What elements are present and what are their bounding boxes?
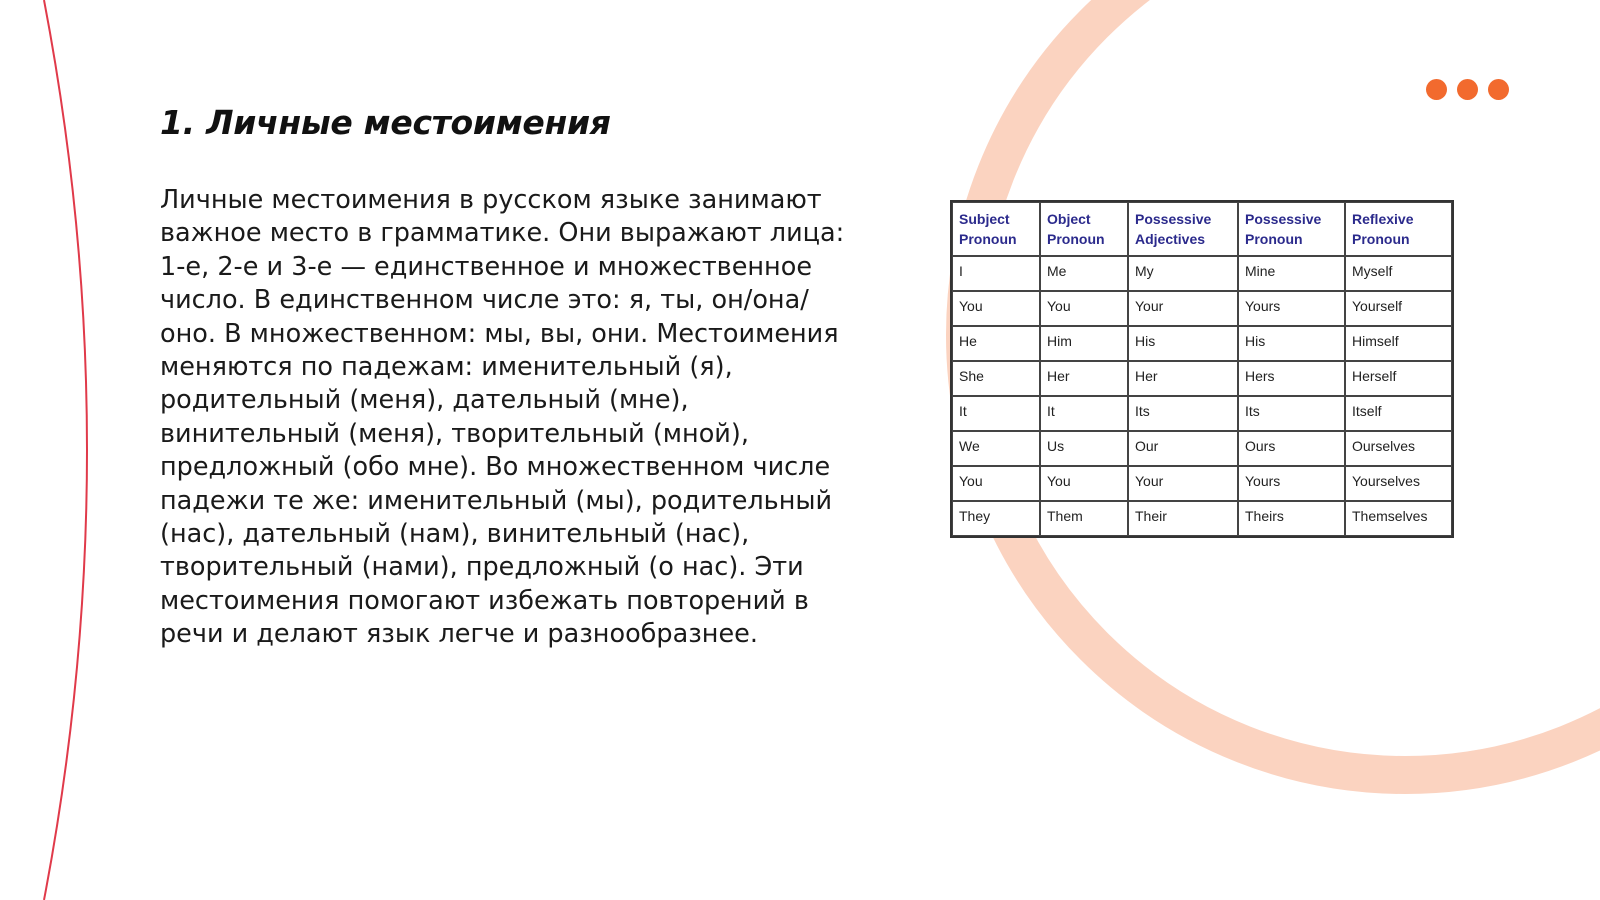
table-row	[952, 291, 1452, 326]
table-row	[952, 501, 1452, 536]
table-cell: You	[1040, 291, 1128, 326]
table-cell: You	[952, 466, 1040, 501]
table-cell: Your	[1128, 291, 1238, 326]
table-cell: I	[952, 256, 1040, 291]
table-cell: Yours	[1238, 466, 1345, 501]
table-cell: It	[952, 396, 1040, 431]
slide-body-text: Личные местоимения в русском языке занимают важное место в грамматике. Они выражают лица: 1-е, 2-е и 3-е — единственное и множественное число. В единственном числе это: я, ты, он/она/оно. В множественном: мы, вы, они. Местоимения меняются по падежам: именительный (я), родительный (меня), дательный (мне), винительный (меня), творительный (мной), предложный (обо мне). Во множественном числе падежи те же: именительный (мы), родительный (нас), дательный (нам), винительный (нас), творительный (нами), предложный (о нас). Эти местоимения помогают избежать повторений в речи и делают язык легче и разнообразнее.	[160, 185, 845, 650]
table-cell: His	[1128, 326, 1238, 361]
table-cell: Yours	[1238, 291, 1345, 326]
table-cell: Me	[1040, 256, 1128, 291]
table-cell: You	[1040, 466, 1128, 501]
table-row	[952, 326, 1452, 361]
table-cell: Herself	[1345, 361, 1452, 396]
table-cell: Ours	[1238, 431, 1345, 466]
table-cell: You	[952, 291, 1040, 326]
table-cell: She	[952, 361, 1040, 396]
table-cell: He	[952, 326, 1040, 361]
table-cell: Myself	[1345, 256, 1452, 291]
table-cell: Hers	[1238, 361, 1345, 396]
decorative-left-curve	[44, 0, 87, 900]
table-cell: Its	[1238, 396, 1345, 431]
table-cell: Your	[1128, 466, 1238, 501]
table-cell: Its	[1128, 396, 1238, 431]
header-possessive-pronoun: Possessive Pronoun	[1238, 202, 1345, 256]
table-cell: Theirs	[1238, 501, 1345, 536]
table-cell: Us	[1040, 431, 1128, 466]
table-cell: Her	[1128, 361, 1238, 396]
table-cell: We	[952, 431, 1040, 466]
table-row	[952, 396, 1452, 431]
accent-dot	[1457, 79, 1478, 100]
header-possessive-adjectives: Possessive Adjectives	[1128, 202, 1238, 256]
table-row	[952, 256, 1452, 291]
table-cell: Their	[1128, 501, 1238, 536]
table-cell: Our	[1128, 431, 1238, 466]
accent-dot	[1488, 79, 1509, 100]
table-row	[952, 431, 1452, 466]
table-cell: Them	[1040, 501, 1128, 536]
table-cell: Themselves	[1345, 501, 1452, 536]
table-cell: Him	[1040, 326, 1128, 361]
table-cell: Yourselves	[1345, 466, 1452, 501]
header-object-pronoun: Object Pronoun	[1040, 202, 1128, 256]
table-cell: Ourselves	[1345, 431, 1452, 466]
table-cell: His	[1238, 326, 1345, 361]
header-subject-pronoun: Subject Pronoun	[952, 202, 1040, 256]
pronoun-table	[950, 200, 1454, 538]
table-header-row	[952, 202, 1452, 256]
slide-title: 1. Личные местоимения	[160, 103, 611, 142]
table-cell: Itself	[1345, 396, 1452, 431]
table-cell: They	[952, 501, 1040, 536]
table-row	[952, 466, 1452, 501]
table-cell: My	[1128, 256, 1238, 291]
accent-dot	[1426, 79, 1447, 100]
header-reflexive-pronoun: Reflexive Pronoun	[1345, 202, 1452, 256]
table-cell: Mine	[1238, 256, 1345, 291]
table-cell: Himself	[1345, 326, 1452, 361]
accent-dots	[1426, 79, 1509, 100]
table-cell: It	[1040, 396, 1128, 431]
table-row	[952, 361, 1452, 396]
table-cell: Her	[1040, 361, 1128, 396]
table-cell: Yourself	[1345, 291, 1452, 326]
